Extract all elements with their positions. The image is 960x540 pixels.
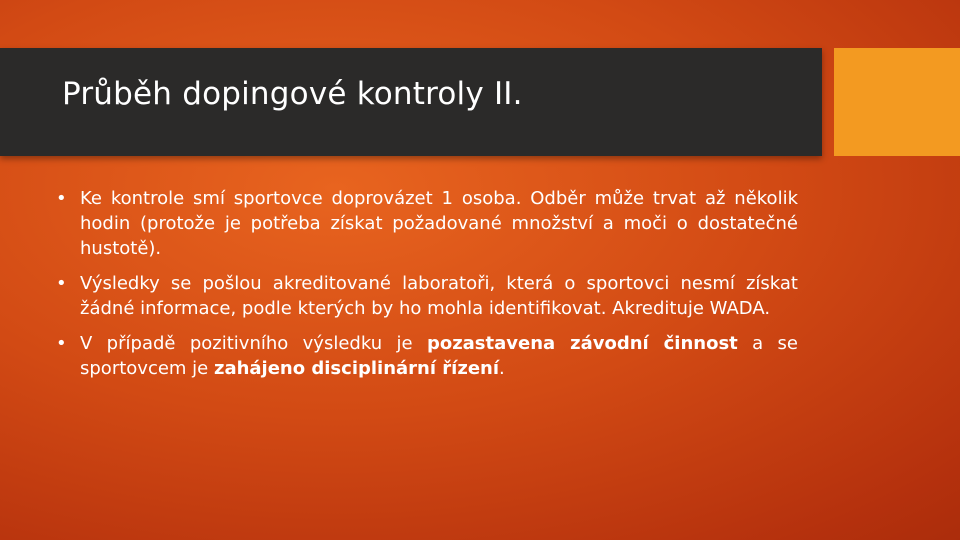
bold-phrase: zahájeno disciplinární řízení bbox=[213, 358, 500, 379]
bullet-text: Výsledky se pošlou akreditované laboratoři, která o sportovci nesmí získat žádné informace, podle kterých by ho mohla identifikovat. Akredituje WADA. bbox=[80, 273, 798, 319]
bullet-text: Ke kontrole smí sportovce doprovázet 1 osoba. Odběr může trvat až několik hodin (protože je potřeba získat požadované množství a moči o dostatečné hustotě). bbox=[80, 188, 798, 259]
bullet-marker: • bbox=[56, 333, 67, 354]
slide-title: Průběh dopingové kontroly II. bbox=[62, 76, 523, 112]
bullet-marker: • bbox=[56, 188, 67, 209]
accent-box bbox=[834, 48, 960, 156]
bullet-text-segment: a se sportovcem je bbox=[80, 333, 798, 379]
bullet-item bbox=[56, 271, 798, 321]
bullet-text-segment: V případě pozitivního výsledku je bbox=[80, 333, 427, 354]
bullet-item bbox=[56, 186, 798, 261]
bullet-text-segment: . bbox=[499, 358, 505, 379]
bold-phrase: pozastavena závodní činnost bbox=[426, 333, 738, 354]
bullet-text bbox=[80, 333, 798, 379]
bullet-item bbox=[56, 331, 798, 381]
bullet-marker: • bbox=[56, 273, 67, 294]
bullet-list bbox=[56, 186, 798, 391]
